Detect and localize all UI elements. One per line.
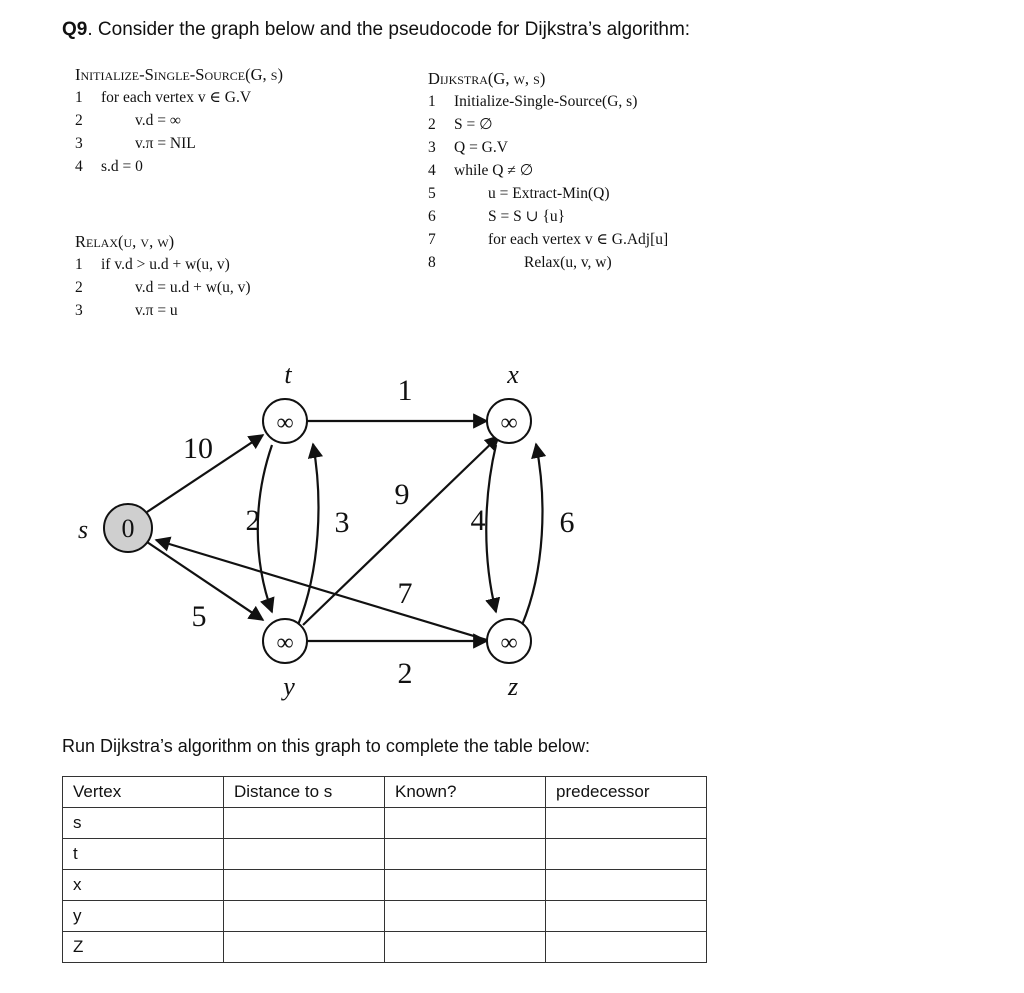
weight-t-x: 1 <box>397 374 413 407</box>
weight-s-y: 5 <box>191 600 207 633</box>
code-line: 2 S = ∅ <box>428 116 493 133</box>
vertex-cell: x <box>63 870 224 901</box>
code-line: 3 v.π = NIL <box>75 135 196 152</box>
weight-z-x: 6 <box>559 506 575 539</box>
dijkstra-pseudocode <box>428 67 668 274</box>
node-t-label: t <box>284 360 292 389</box>
known-cell[interactable] <box>385 932 546 963</box>
init-single-source-pseudocode <box>75 63 283 178</box>
weight-z-s: 7 <box>397 577 413 610</box>
predecessor-cell[interactable] <box>546 932 707 963</box>
node-z-value: ∞ <box>500 630 518 656</box>
edge-z-x <box>522 444 542 625</box>
vertex-cell: y <box>63 901 224 932</box>
node-s-value: 0 <box>121 514 135 543</box>
node-s-label: s <box>77 515 89 544</box>
distance-cell[interactable] <box>224 932 385 963</box>
question-number: Q9 <box>62 19 88 40</box>
weight-t-y: 2 <box>245 504 261 537</box>
table-row <box>63 808 707 839</box>
node-x-label: x <box>507 360 519 389</box>
node-y-value: ∞ <box>276 630 294 656</box>
weight-y-t: 3 <box>334 506 350 539</box>
relax-header: Relax(u, v, w) <box>75 232 175 251</box>
question-text: . Consider the graph below and the pseudocode for Dijkstra’s algorithm: <box>87 19 691 40</box>
instruction-text: Run Dijkstra’s algorithm on this graph to complete the table below: <box>62 736 590 756</box>
predecessor-cell[interactable] <box>546 839 707 870</box>
table-header-row <box>63 777 707 808</box>
code-line: 4 while Q ≠ ∅ <box>428 162 534 179</box>
weight-y-z: 2 <box>397 657 413 690</box>
code-line: 2 v.d = u.d + w(u, v) <box>75 279 251 296</box>
node-z-label: z <box>507 672 519 701</box>
code-line: 1 if v.d > u.d + w(u, v) <box>75 256 230 273</box>
weighted-directed-graph <box>55 350 615 710</box>
code-line: 1 Initialize-Single-Source(G, s) <box>428 93 638 110</box>
table-row <box>63 932 707 963</box>
column-header: Vertex <box>63 777 224 808</box>
code-line: 6 S = S ∪ {u} <box>428 208 566 225</box>
code-line: 7 for each vertex v ∈ G.Adj[u] <box>428 231 669 248</box>
code-line: 1 for each vertex v ∈ G.V <box>75 89 252 106</box>
column-header: Known? <box>385 777 546 808</box>
known-cell[interactable] <box>385 901 546 932</box>
predecessor-cell[interactable] <box>546 870 707 901</box>
dijkstra-results-table <box>62 776 707 963</box>
vertex-cell: Z <box>63 932 224 963</box>
table-row <box>63 901 707 932</box>
distance-cell[interactable] <box>224 870 385 901</box>
node-x-value: ∞ <box>500 410 518 436</box>
weight-x-z: 4 <box>470 504 486 537</box>
node-t-value: ∞ <box>276 410 294 436</box>
relax-pseudocode <box>75 230 251 322</box>
dijkstra-header: Dijkstra(G, w, s) <box>428 69 546 88</box>
code-line: 4 s.d = 0 <box>75 158 143 175</box>
known-cell[interactable] <box>385 808 546 839</box>
predecessor-cell[interactable] <box>546 808 707 839</box>
vertex-cell: t <box>63 839 224 870</box>
code-line: 2 v.d = ∞ <box>75 112 181 129</box>
known-cell[interactable] <box>385 839 546 870</box>
code-line: 3 v.π = u <box>75 302 178 319</box>
vertex-cell: s <box>63 808 224 839</box>
known-cell[interactable] <box>385 870 546 901</box>
init-single-source-header: Initialize-Single-Source(G, s) <box>75 65 283 84</box>
column-header: Distance to s <box>224 777 385 808</box>
predecessor-cell[interactable] <box>546 901 707 932</box>
weight-s-t: 10 <box>183 432 213 465</box>
edge-x-z <box>486 445 496 612</box>
table-row <box>63 839 707 870</box>
code-line: 3 Q = G.V <box>428 139 508 156</box>
column-header: predecessor <box>546 777 707 808</box>
table-row <box>63 870 707 901</box>
distance-cell[interactable] <box>224 901 385 932</box>
code-line: 8 Relax(u, v, w) <box>428 254 612 271</box>
weight-y-x: 9 <box>394 478 410 511</box>
distance-cell[interactable] <box>224 808 385 839</box>
node-y-label: y <box>283 672 295 701</box>
distance-cell[interactable] <box>224 839 385 870</box>
code-line: 5 u = Extract-Min(Q) <box>428 185 610 202</box>
question-heading <box>62 19 690 41</box>
edge-y-t <box>298 444 318 625</box>
